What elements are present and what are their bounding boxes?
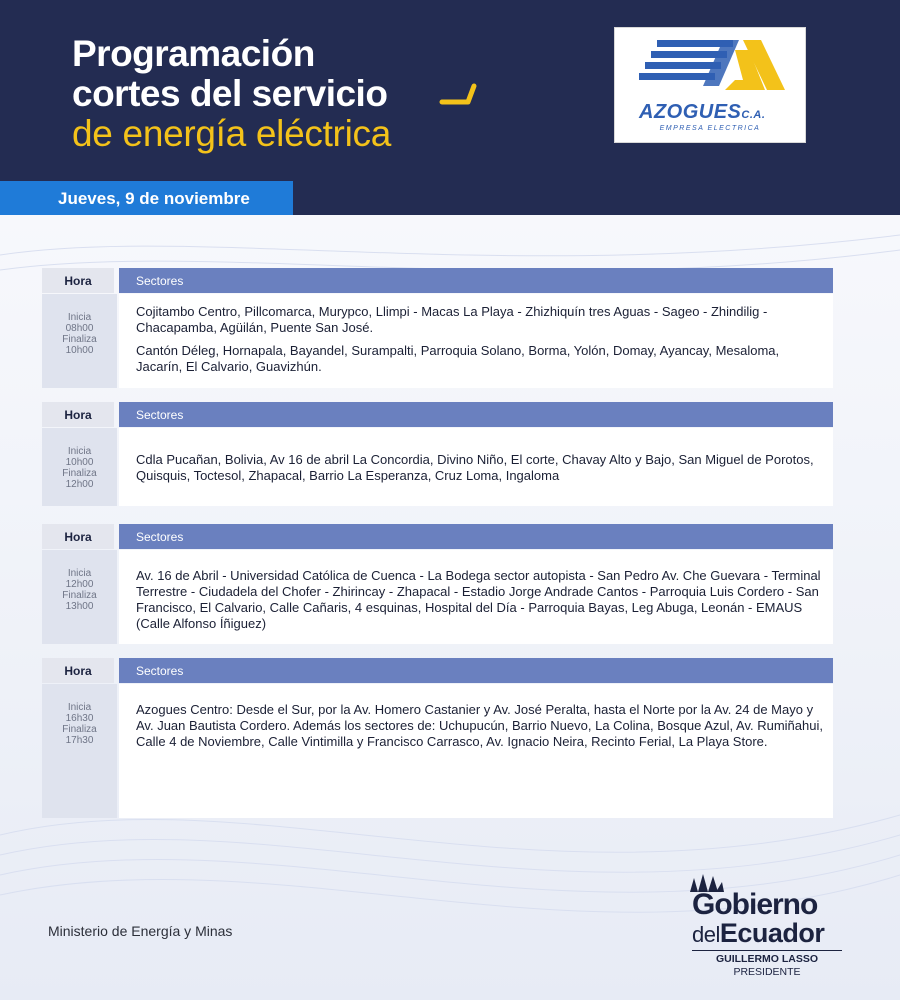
logo-name: AZOGUESC.A. [639,101,766,123]
sectores-header: Sectores [119,402,833,427]
gov-line-2: delEcuador [692,918,825,948]
start-time: 08h00 [65,323,94,334]
swoosh-icon [438,82,478,108]
sectors-text: Cdla Pucañan, Bolivia, Av 16 de abril La Concordia, Divino Niño, El corte, Chavay Alto y Bajo, San Miguel de Porotos, Quisquis, Toctesol, Zhapacal, Barrio La Esperanza, Cruz Loma, Ingaloma [136,452,814,483]
sectors-text: Cojitambo Centro, Pillcomarca, Murурco, Llimpi - Macas La Playa - Zhizhiquín tres Aguas - Sageo - Zhindilig - Chacapamba, Agüilán, Puente San José. [136,304,768,335]
sectors-cell [119,550,833,644]
schedule-block-4 [42,658,833,818]
sectores-header: Sectores [119,268,833,293]
hora-header: Hora [42,524,114,549]
hora-header: Hora [42,268,114,293]
azogues-logo [614,27,806,143]
president-role: PRESIDENTE [733,966,801,978]
time-cell [42,684,117,818]
time-cell [42,294,117,388]
sectors-cell [119,684,833,818]
hora-header: Hora [42,402,114,427]
page-title [72,34,391,154]
gobierno-logo [686,870,856,980]
sectores-header: Sectores [119,658,833,683]
schedule-block-1 [42,268,833,388]
end-label: Finaliza [62,590,97,601]
azogues-emblem-icon [615,34,807,104]
end-label: Finaliza [62,724,97,735]
time-cell [42,428,117,506]
end-time: 12h00 [65,479,94,490]
end-label: Finaliza [62,334,97,345]
end-label: Finaliza [62,468,97,479]
president-name: GUILLERMO LASSO [715,953,819,965]
end-time: 13h00 [65,601,94,612]
time-cell [42,550,117,644]
sectors-text: Azogues Centro: Desde el Sur, por la Av. Homero Castanier y Av. José Peralta, hasta el Norte por la Av. 24 de Mayo y Av. Juan Bautista Cordero. Además los sectores de: Uchupucún, Barrio Nuevo, La Colina, Bosque Azul, Av. Rumiñahui, Calle 4 de Noviembre, Calle Vintimilla y Francisco Carrasco, Av. Ignacio Neira, Recinto Ferial, La Playa Store. [136,702,823,749]
start-label: Inicia [67,568,92,579]
hora-header: Hora [42,658,114,683]
start-time: 16h30 [65,713,94,724]
date-label: Jueves, 9 de noviembre [58,189,250,208]
title-line-1: Programación [72,33,315,74]
sectors-cell [119,428,833,506]
sectors-cell [119,294,833,388]
start-label: Inicia [67,446,92,457]
gov-divider [692,950,842,951]
end-time: 10h00 [65,345,94,356]
start-label: Inicia [67,312,92,323]
sectors-text: Cantón Déleg, Hornapala, Bayandel, Surampalti, Parroquia Solano, Borma, Yolón, Domay, Ayancay, Mesaloma, Jacarín, El Calvario, Guavizhún. [136,343,780,374]
schedule-block-3 [42,524,833,644]
gov-line-1: Gobierno [692,888,818,921]
logo-subtitle: EMPRESA ELECTRICA [659,125,761,132]
end-time: 17h30 [65,735,94,746]
schedule-block-2 [42,402,833,506]
sectors-text: Av. 16 de Abril - Universidad Católica de Cuenca - La Bodega sector autopista - San Pedro Av. Che Guevara - Terminal Terrestre - Ciudadela del Chofer - Zhirincay - Zhapacal - Estadio Jorge Andrade Cantos - Parroquia Luis Cordero - San Francisco, El Calvario, Calle Cañaris, 4 esquinas, Hospital del Día - Parroquia Bayas, Leg Abuga, Leonán - EMAUS (Calle Alfonso Íñiguez) [136,568,821,631]
start-label: Inicia [67,702,92,713]
title-line-3: de energía eléctrica [72,113,391,154]
title-line-2: cortes del servicio [72,73,388,114]
sectores-header: Sectores [119,524,833,549]
ministry-label: Ministerio de Energía y Minas [48,923,233,939]
start-time: 12h00 [65,579,94,590]
start-time: 10h00 [65,457,94,468]
